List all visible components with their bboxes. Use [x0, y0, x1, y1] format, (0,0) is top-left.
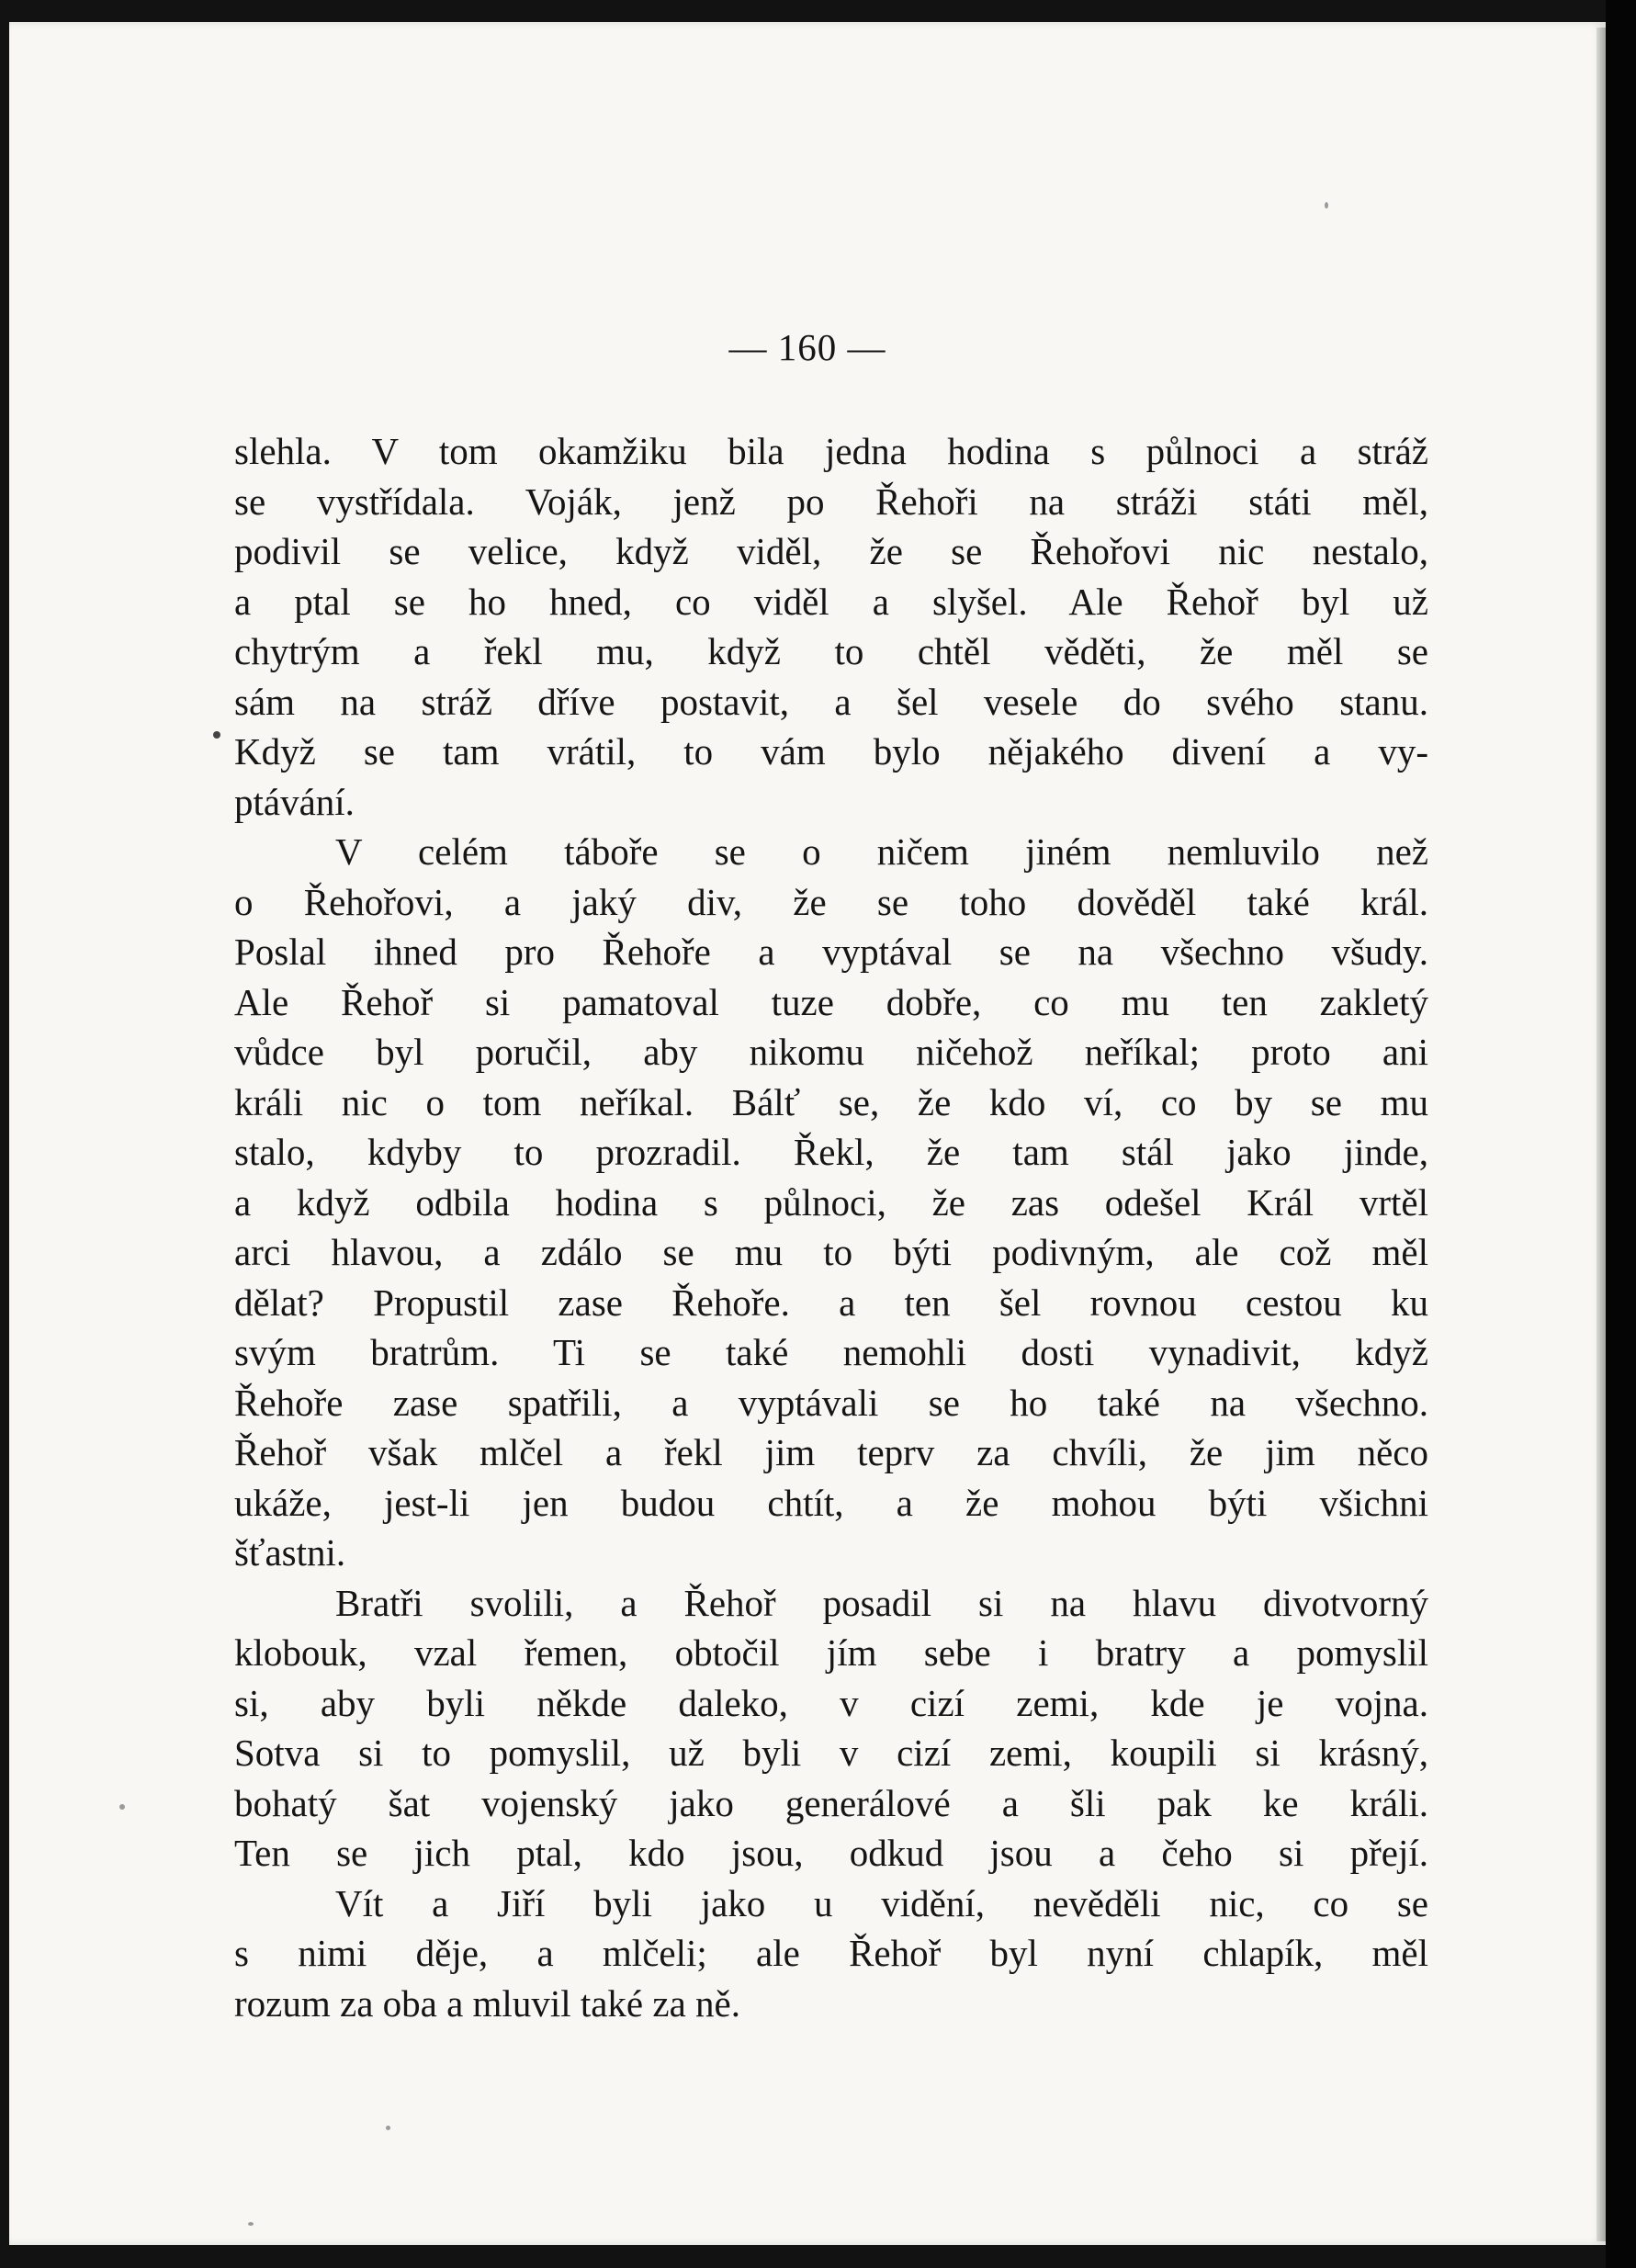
text-line: šťastni.: [234, 1531, 346, 1574]
text-line: si, aby byli někde daleko, v cizí zemi, kde je vojna.: [234, 1681, 1428, 1724]
text-line: Když se tam vrátil, to vám bylo nějakého divení a vy-: [234, 730, 1428, 773]
text-line: vůdce byl poručil, aby nikomu ničehož neříkal; proto ani: [234, 1031, 1428, 1073]
text-line: chytrým a řekl mu, když to chtěl věděti, že měl se: [234, 630, 1428, 672]
text-line: Ale Řehoř si pamatoval tuze dobře, co mu ten zakletý: [234, 980, 1428, 1023]
text-line: Bratři svolili, a Řehoř posadil si na hlavu divotvorný: [335, 1581, 1428, 1624]
scan-speck: [119, 1804, 125, 1810]
text-line: stalo, kdyby to prozradil. Řekl, že tam stál jako jinde,: [234, 1131, 1428, 1173]
scan-speck: [386, 2126, 390, 2130]
text-line: Vít a Jiří byli jako u vidění, nevěděli nic, co se: [335, 1881, 1428, 1924]
scan-speck: [213, 731, 220, 739]
text-line: rozum za oba a mluvil také za ně.: [234, 1981, 740, 2025]
text-line: sám na stráž dříve postavit, a šel vesele do svého stanu.: [234, 680, 1428, 723]
text-line: svým bratrům. Ti se také nemohli dosti vynadivit, když: [234, 1331, 1428, 1373]
text-line: klobouk, vzal řemen, obtočil jím sebe i bratry a pomyslil: [234, 1631, 1428, 1674]
text-line: ukáže, jest-li jen budou chtít, a že mohou býti všichni: [234, 1481, 1428, 1524]
text-line: dělat? Propustil zase Řehoře. a ten šel rovnou cestou ku: [234, 1281, 1428, 1324]
text-line: Sotva si to pomyslil, už byli v cizí zemi, koupili si krásný,: [234, 1732, 1428, 1774]
text-line: ptávání.: [234, 780, 355, 823]
text-line: králi nic o tom neříkal. Bálť se, že kdo ví, co by se mu: [234, 1080, 1428, 1123]
text-line: Řehoř však mlčel a řekl jim teprv za chvíli, že jim něco: [234, 1431, 1428, 1473]
text-line: Poslal ihned pro Řehoře a vyptával se na všechno všudy.: [234, 931, 1428, 973]
body-text: [234, 426, 1428, 2028]
text-line: arci hlavou, a zdálo se mu to býti podivným, ale což měl: [234, 1231, 1428, 1273]
scan-border: [1606, 0, 1636, 2268]
scan-speck: [1325, 202, 1328, 209]
text-line: Ten se jich ptal, kdo jsou, odkud jsou a čeho si přejí.: [234, 1832, 1428, 1874]
text-line: Řehoře zase spatřili, a vyptávali se ho také na všechno.: [234, 1381, 1428, 1424]
text-line: podivil se velice, když viděl, že se Řehořovi nic nestalo,: [234, 530, 1428, 572]
text-line: s nimi děje, a mlčeli; ale Řehoř byl nyní chlapík, měl: [234, 1932, 1428, 1974]
text-line: o Řehořovi, a jaký div, že se toho dověděl také král.: [234, 880, 1428, 923]
text-line: bohatý šat vojenský jako generálové a šli pak ke králi.: [234, 1781, 1428, 1824]
page-number: — 160 —: [728, 326, 886, 368]
text-line: V celém táboře se o ničem jiném nemluvilo než: [335, 830, 1428, 873]
text-line: slehla. V tom okamžiku bila jedna hodina s půlnoci a stráž: [234, 430, 1428, 472]
text-line: se vystřídala. Voják, jenž po Řehoři na stráži státi měl,: [234, 480, 1428, 523]
scan-speck: [248, 2222, 254, 2226]
text-line: a když odbila hodina s půlnoci, že zas odešel Král vrtěl: [234, 1180, 1428, 1224]
text-line: a ptal se ho hned, co viděl a slyšel. Ale Řehoř byl už: [234, 580, 1428, 623]
book-page: [9, 22, 1606, 2245]
